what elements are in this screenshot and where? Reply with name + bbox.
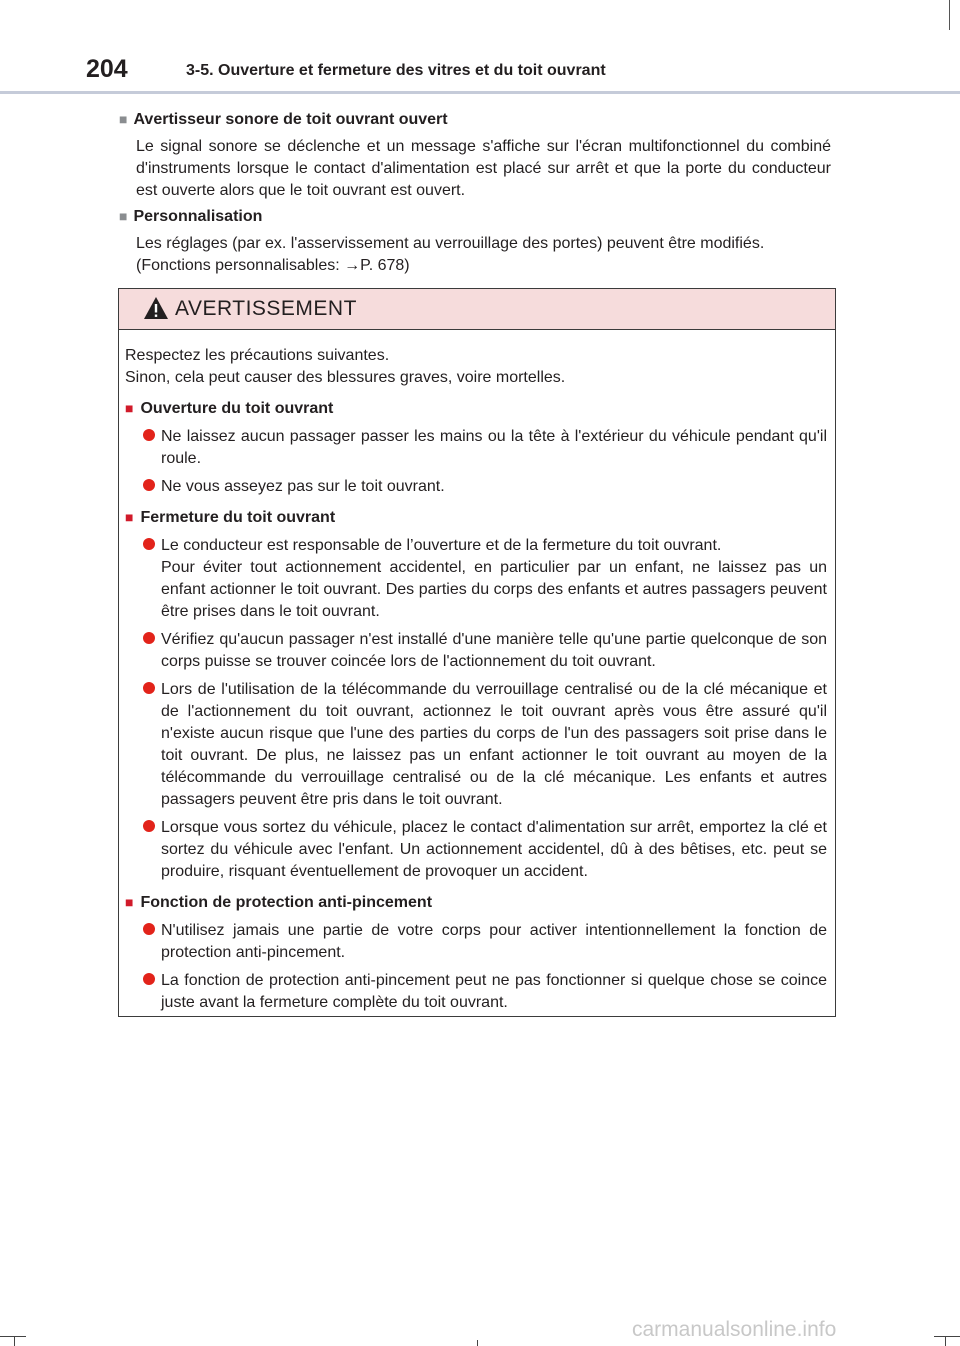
header-rule bbox=[0, 91, 960, 94]
warning-header bbox=[119, 289, 835, 330]
page-header bbox=[0, 0, 960, 94]
bullet-dot-icon bbox=[143, 632, 155, 644]
warning-bullet: La fonction de protection anti-pincement peut ne pas fonctionner si quelque chose se coince juste avant la fermeture complète du toit ouvrant. bbox=[125, 970, 827, 1014]
bullet-dot-icon bbox=[143, 429, 155, 441]
warning-bullet: Le conducteur est responsable de l’ouverture et de la fermeture du toit ouvrant. Pour éviter tout actionnement accidentel, en particulier par un enfant, ne laissez pas un enfant actionner le toit ouvrant. Des parties du corps des enfants et autres passagers peuvent être prises dans le toit ouvrant. bbox=[125, 535, 827, 623]
section-personalization bbox=[119, 205, 831, 277]
crop-mark bbox=[945, 1336, 946, 1346]
bullet-dot-icon bbox=[143, 973, 155, 985]
section-heading: ■ Personnalisation bbox=[119, 208, 263, 225]
bullet-dot-icon bbox=[143, 479, 155, 491]
square-bullet-icon: ■ bbox=[125, 400, 134, 416]
section-paragraph: Le signal sonore se déclenche et un message s'affiche sur l'écran multifonctionnel du combiné d'instruments lorsque le contact d'alimentation est placé sur arrêt et que la porte du conducteur est ouverte alors que le toit ouvrant est ouvert. bbox=[136, 138, 831, 199]
warning-bullet: Vérifiez qu'aucun passager n'est installé d'une manière telle qu'une partie quelconque de son corps puisse se trouver coincée lors de l'actionnement du toit ouvrant. bbox=[125, 629, 827, 673]
chapter-title: 3-5. Ouverture et fermeture des vitres et du toit ouvrant bbox=[186, 62, 606, 79]
warning-body bbox=[119, 330, 835, 1014]
square-bullet-icon: ■ bbox=[125, 894, 134, 910]
page-number: 204 bbox=[86, 55, 128, 83]
warning-subheading: ■ Fonction de protection anti-pincement bbox=[125, 894, 433, 911]
warning-triangle-icon bbox=[143, 296, 169, 320]
square-bullet-icon: ■ bbox=[125, 509, 134, 525]
warning-box bbox=[118, 288, 836, 1017]
bullet-dot-icon bbox=[143, 682, 155, 694]
crop-mark bbox=[934, 1336, 960, 1337]
bullet-dot-icon bbox=[143, 538, 155, 550]
warning-title: AVERTISSEMENT bbox=[175, 297, 357, 320]
bullet-dot-icon bbox=[143, 820, 155, 832]
crop-mark bbox=[0, 1336, 26, 1337]
bullet-dot-icon bbox=[143, 923, 155, 935]
warning-intro: Respectez les précautions suivantes. Sinon, cela peut causer des blessures graves, voire mortelles. bbox=[125, 347, 566, 386]
warning-bullet: Lorsque vous sortez du véhicule, placez le contact d'alimentation sur arrêt, emportez la clé et sortez du véhicule avec l'enfant. Un actionnement accidentel, dû à des bêtises, etc. peut se produire, risquant éventuellement de provoquer un accident. bbox=[125, 817, 827, 883]
warning-bullet: Ne vous asseyez pas sur le toit ouvrant. bbox=[125, 476, 827, 498]
warning-subheading: ■ Fermeture du toit ouvrant bbox=[125, 509, 336, 526]
crop-mark bbox=[949, 0, 950, 30]
crop-mark bbox=[14, 1336, 15, 1346]
warning-subheading: ■ Ouverture du toit ouvrant bbox=[125, 400, 334, 417]
section-sunroof-buzzer bbox=[119, 108, 831, 202]
crop-mark bbox=[477, 1340, 478, 1346]
square-bullet-icon: ■ bbox=[119, 111, 128, 127]
watermark: carmanualsonline.info bbox=[632, 1318, 837, 1341]
warning-bullet: Ne laissez aucun passager passer les mains ou la tête à l'extérieur du véhicule pendant qu'il roule. bbox=[125, 426, 827, 470]
section-paragraph: Les réglages (par ex. l'asservissement au verrouillage des portes) peuvent être modifiés. (Fonctions personnalisables: →P. 678) bbox=[136, 235, 765, 274]
square-bullet-icon: ■ bbox=[119, 208, 128, 224]
warning-bullet: Lors de l'utilisation de la télécommande du verrouillage centralisé ou de la clé mécanique et de l'actionnement du toit ouvrant, actionnez le toit ouvrant après vous être assuré qu'il n'existe aucun risque que l'une des parties du corps de l'un des passagers soit prise dans le toit ouvrant. De plus, ne laissez pas un enfant actionner le toit ouvrant au moyen de la télécommande du verrouillage centralisé ou de la clé mécanique. Les enfants et autres passagers peuvent être pris dans le toit ouvrant. bbox=[125, 679, 827, 811]
warning-bullet: N'utilisez jamais une partie de votre corps pour activer intentionnellement la fonction de protection anti-pincement. bbox=[125, 920, 827, 964]
section-heading: ■ Avertisseur sonore de toit ouvrant ouvert bbox=[119, 111, 448, 128]
